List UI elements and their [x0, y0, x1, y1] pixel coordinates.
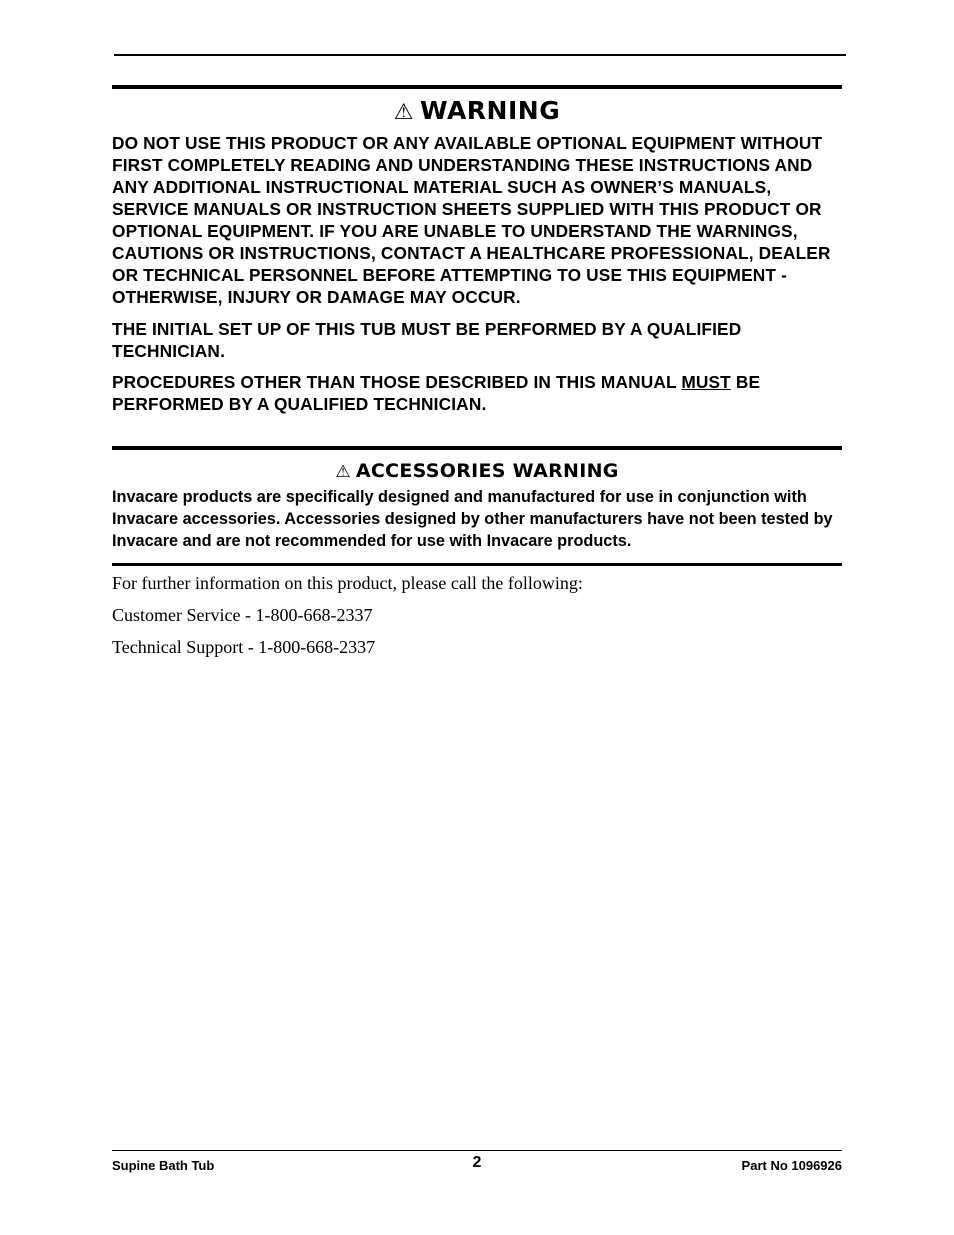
header-rule [114, 54, 846, 56]
accessories-heading [112, 459, 842, 484]
warning-triangle-icon: ⚠ [335, 462, 351, 482]
accessories-text: Invacare products are specifically designed and manufactured for use in conjunction with Invacare accessories. Accessories designed by other manufacturers have not been tested by Invacare and are not recommended for use with Invacare products. [112, 488, 833, 550]
accessories-title: ACCESSORIES WARNING [355, 460, 619, 482]
accessories-bottom-rule [112, 563, 842, 566]
warning-top-rule [112, 85, 842, 89]
must-emphasis: MUST [681, 372, 731, 392]
warning-section [112, 85, 842, 415]
footer-part-number: Part No 1096926 [741, 1158, 842, 1173]
warning-title: WARNING [420, 96, 561, 125]
accessories-top-rule [112, 446, 842, 450]
footer-product-name: Supine Bath Tub [112, 1158, 215, 1173]
warning-heading [112, 95, 842, 129]
warning-paragraph-3 [112, 371, 842, 415]
warning-triangle-icon: ⚠ [393, 100, 414, 125]
contact-intro: For further information on this product, please call the following: [112, 573, 583, 593]
customer-service-line: Customer Service - 1-800-668-2337 [112, 605, 373, 625]
page-number: 2 [472, 1154, 482, 1171]
accessories-warning-section [112, 446, 842, 566]
warning-paragraph-3-start: PROCEDURES OTHER THAN THOSE DESCRIBED IN THIS MANUAL [112, 372, 682, 392]
warning-paragraph-3-end: BE PERFORMED BY A QUALIFIED TECHNICIAN. [112, 372, 761, 414]
warning-paragraph-2: THE INITIAL SET UP OF THIS TUB MUST BE PERFORMED BY A QUALIFIED TECHNICIAN. [112, 319, 742, 361]
warning-paragraph-1: DO NOT USE THIS PRODUCT OR ANY AVAILABLE OPTIONAL EQUIPMENT WITHOUT FIRST COMPLETELY READING AND UNDERSTANDING THESE INSTRUCTIONS AND ANY ADDITIONAL INSTRUCTIONAL MATERIAL SUCH AS OWNER’S MANUALS, SERVICE MANUALS OR INSTRUCTION SHEETS SUPPLIED WITH THIS PRODUCT OR OPTIONAL EQUIPMENT. IF YOU ARE UNABLE TO UNDERSTAND THE WARNINGS, CAUTIONS OR INSTRUCTIONS, CONTACT A HEALTHCARE PROFESSIONAL, DEALER OR TECHNICAL PERSONNEL BEFORE ATTEMPTING TO USE THIS EQUIPMENT - OTHERWISE, INJURY OR DAMAGE MAY OCCUR. [112, 133, 831, 307]
technical-support-line: Technical Support - 1-800-668-2337 [112, 637, 376, 657]
footer-rule [112, 1150, 842, 1151]
